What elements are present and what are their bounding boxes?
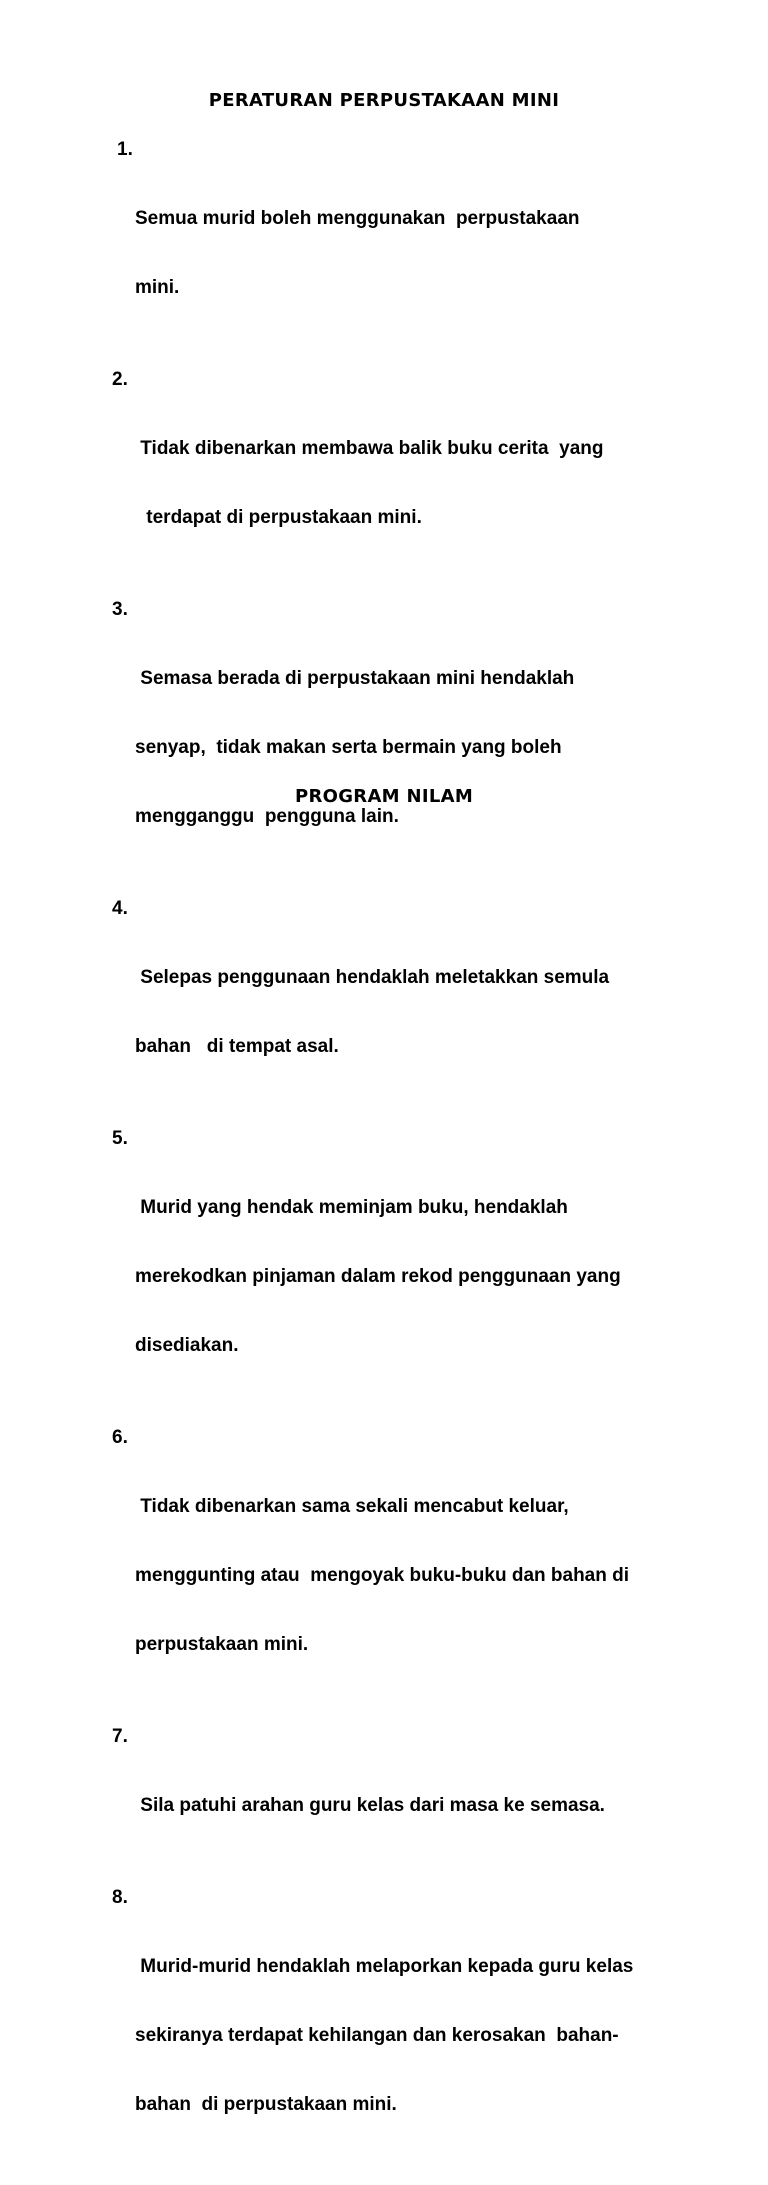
rule-item-1 (112, 138, 712, 345)
rule-text-line: Semasa berada di perpustakaan mini hendaklah (135, 668, 575, 689)
rule-text-line: Selepas penggunaan hendaklah meletakkan semula (135, 967, 610, 988)
rule-item-2 (112, 368, 712, 575)
rule-text-line: sekiranya terdapat kehilangan dan kerosakan bahan- (135, 2025, 619, 2046)
rule-number: 4. (112, 898, 128, 919)
rule-item-4 (112, 897, 712, 1104)
rule-text-line: disediakan. (135, 1335, 239, 1356)
rule-text-line: bahan di tempat asal. (135, 1036, 339, 1057)
rule-text-line: bahan di perpustakaan mini. (135, 2094, 397, 2115)
rule-number: 7. (112, 1726, 128, 1747)
rule-number: 5. (112, 1128, 128, 1149)
rule-item-3 (112, 598, 712, 874)
rule-text-line: merekodkan pinjaman dalam rekod penggunaan yang (135, 1266, 621, 1287)
rule-text-line: mini. (135, 277, 180, 298)
rule-text-line: Murid-murid hendaklah melaporkan kepada guru kelas (135, 1956, 634, 1977)
program-title: PROGRAM NILAM (294, 786, 474, 807)
rule-text-line: senyap, tidak makan serta bermain yang boleh (135, 737, 562, 758)
rule-text-line: Tidak dibenarkan sama sekali mencabut keluar, (135, 1496, 569, 1517)
rule-text-line: Sila patuhi arahan guru kelas dari masa ke semasa. (135, 1795, 605, 1816)
rule-item-5 (112, 1127, 712, 1403)
rule-number: 2. (112, 369, 128, 390)
document-title: PERATURAN PERPUSTAKAAN MINI (208, 90, 560, 111)
rule-number: 3. (112, 599, 128, 620)
rule-text-line: Semua murid boleh menggunakan perpustakaan (135, 208, 580, 229)
rule-item-6 (112, 1426, 712, 1702)
rule-item-7 (112, 1725, 712, 1863)
rule-text-line: Murid yang hendak meminjam buku, hendaklah (135, 1197, 568, 1218)
rule-number: 1. (117, 139, 133, 160)
rules-list (112, 138, 712, 2185)
rule-text-line: mengganggu pengguna lain. (135, 806, 399, 827)
rule-number: 6. (112, 1427, 128, 1448)
rule-item-8 (112, 1886, 712, 2162)
rule-text-line: Tidak dibenarkan membawa balik buku cerita yang (135, 438, 604, 459)
rule-text-line: menggunting atau mengoyak buku-buku dan bahan di (135, 1565, 630, 1586)
rule-number: 8. (112, 1887, 128, 1908)
rule-text-line: perpustakaan mini. (135, 1634, 309, 1655)
rule-text-line: terdapat di perpustakaan mini. (141, 507, 422, 528)
